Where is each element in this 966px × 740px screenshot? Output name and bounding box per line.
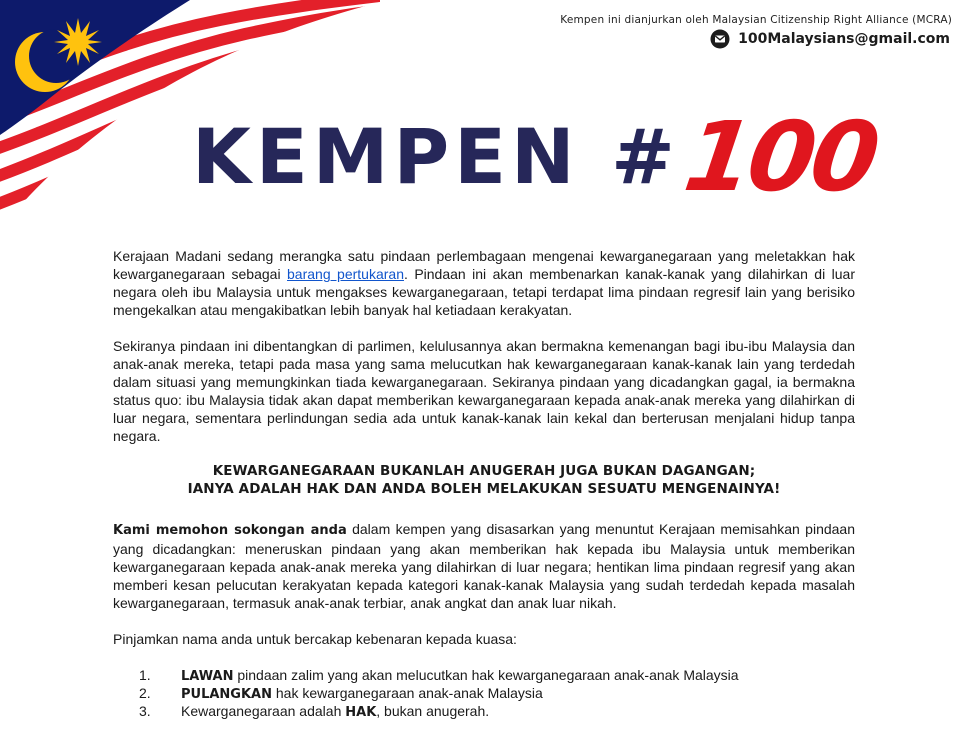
heading-line-2: IANYA ADALAH HAK DAN ANDA BOLEH MELAKUKAN SESUATU MENGENAINYA!: [187, 481, 781, 497]
scenario-paragraph: Sekiranya pindaan ini dibentangkan di parlimen, kelulusannya akan bermakna kemenangan bagi ibu-ibu Malaysia dan anak-anak mereka, tetapi pada masa yang sama melucutkan hak kewarganegaraan kanak-kanak lain yang terdedah dalam situasi yang memungkinkan tiada kewarganegaraan. Sekiranya pindaan yang dicadangkan gagal, ia bermakna status quo: ibu Malaysia tidak akan dapat memberikan kewarganegaraan kepada anak-anak mereka yang dilahirkan di luar negara, sementara perlindungan sedia ada untuk kanak-kanak lain kekal dan berterusan menjalani hidup tanpa negara.: [113, 338, 855, 444]
title-number: 100: [677, 101, 883, 213]
list-item: 3. Kewarganegaraan adalah HAK, bukan anugerah.: [139, 703, 490, 720]
intro-paragraph: Kerajaan Madani sedang merangka satu pindaan perlembagaan mengenai kewarganegaraan yang meletakkan hak kewarganegaraan sebagai barang pertukaran. Pindaan ini akan membenarkan kanak-kanak yang dilahirkan di luar negara oleh ibu Malaysia untuk mengakses kewarganegaraan, tetapi terdapat lima pindaan regresif lain yang berisiko mengekalkan atau mengakibatkan lebih banyak hal ketiadaan kerakyatan.: [113, 248, 855, 318]
list-item: 2. PULANGKAN hak kewarganegaraan anak-anak Malaysia: [139, 685, 543, 702]
title-text: KEMPEN #: [192, 112, 680, 201]
appeal-paragraph: Kami memohon sokongan anda dalam kempen yang disasarkan yang menuntut Kerajaan memisahkan pindaan yang dicadangkan: meneruskan pindaan yang akan memberikan hak kepada ibu Malaysia untuk memberikan kewarganegaraan kepada anak-anak mereka yang dilahirkan di luar negara; hentikan lima pindaan regresif yang akan memberi kesan pelucutan kerakyatan kepada kategori kanak-kanak Malaysia yang sudah terdedah kepada masalah kewarganegaraan, termasuk anak-anak terbiar, anak angkat dan anak luar nikah.: [113, 521, 855, 611]
pledge-list: [113, 667, 855, 721]
document-body: [113, 247, 855, 721]
email-address[interactable]: 100Malaysians@gmail.com: [738, 31, 950, 47]
list-item: 1. LAWAN pindaan zalim yang akan melucutkan hak kewarganegaraan anak-anak Malaysia: [139, 667, 739, 684]
mail-icon: [710, 29, 730, 49]
trade-link[interactable]: barang pertukaran: [287, 266, 404, 282]
contact-email[interactable]: [710, 28, 950, 50]
page-title: [192, 101, 883, 213]
heading-line-1: KEWARGANEGARAAN BUKANLAH ANUGERAH JUGA BUKAN DAGANGAN;: [212, 463, 756, 479]
appeal-bold: Kami memohon sokongan anda: [113, 523, 347, 538]
section-heading: [113, 462, 855, 498]
organizer-note: Kempen ini dianjurkan oleh Malaysian Citizenship Right Alliance (MCRA): [560, 14, 952, 26]
call-to-action: Pinjamkan nama anda untuk bercakap kebenaran kepada kuasa:: [113, 631, 517, 647]
